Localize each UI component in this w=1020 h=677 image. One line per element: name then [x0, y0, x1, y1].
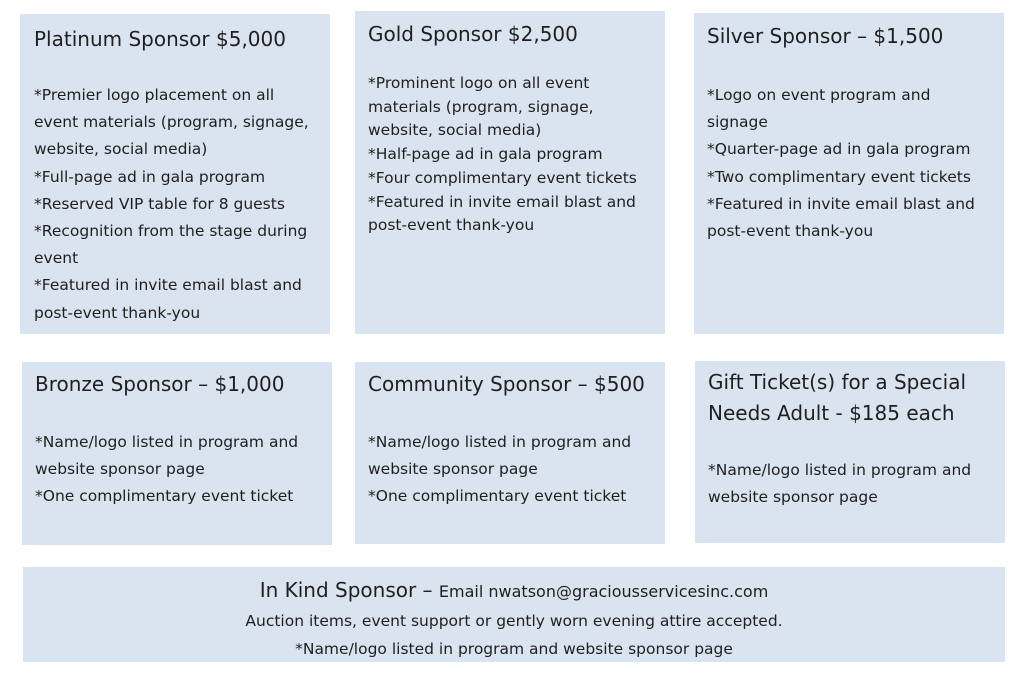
benefit-line: signage	[707, 113, 768, 132]
bronze-sponsor-title: Bronze Sponsor – $1,000	[35, 372, 285, 396]
benefit-line: *Half-page ad in gala program	[368, 145, 603, 164]
benefit-line: *Four complimentary event tickets	[368, 168, 637, 187]
benefit-line: event materials (program, signage,	[34, 113, 309, 132]
benefit-line: *One complimentary event ticket	[35, 487, 294, 506]
platinum-sponsor-card	[20, 14, 330, 334]
in-kind-description: Auction items, event support or gently worn evening attire accepted.	[245, 612, 783, 630]
gift-ticket-title: Gift Ticket(s) for a Special Needs Adult - $185 each	[708, 370, 967, 425]
benefit-line: *Reserved VIP table for 8 guests	[34, 194, 285, 213]
benefit-line: *Two complimentary event tickets	[707, 167, 971, 186]
benefit-line: materials (program, signage,	[368, 97, 594, 116]
community-sponsor-card	[355, 362, 665, 544]
benefit-line: website, social media)	[34, 140, 208, 159]
platinum-benefits-list	[34, 82, 330, 327]
benefit-line: *Recognition from the stage during	[34, 222, 308, 241]
benefit-line: website sponsor page	[708, 488, 878, 507]
benefit-line: *Name/logo listed in program and	[35, 433, 299, 451]
benefit-line: *Full-page ad in gala program	[34, 167, 266, 186]
gift-ticket-card	[695, 361, 1005, 543]
bronze-benefits-list	[35, 429, 332, 511]
in-kind-contact-email: Email nwatson@graciousservicesinc.com	[438, 582, 769, 601]
benefit-line: *Quarter-page ad in gala program	[707, 140, 971, 159]
gift-ticket-benefits-list	[708, 457, 1005, 511]
gold-sponsor-card	[355, 11, 665, 334]
in-kind-heading	[23, 575, 1005, 607]
benefit-line: website sponsor page	[368, 460, 538, 479]
silver-benefits-list	[707, 82, 1004, 245]
in-kind-sponsor-card	[23, 567, 1005, 662]
benefit-line: post-event thank-you	[707, 222, 874, 241]
benefit-line: post-event thank-you	[368, 216, 535, 235]
community-benefits-list	[368, 429, 665, 511]
platinum-sponsor-title: Platinum Sponsor $5,000	[34, 27, 286, 51]
benefit-line: *Premier logo placement on all	[34, 86, 275, 104]
benefit-line: *Logo on event program and	[707, 86, 931, 104]
benefit-line: *Name/logo listed in program and	[708, 461, 972, 479]
in-kind-title: In Kind Sponsor –	[259, 578, 439, 602]
benefit-line: website sponsor page	[35, 460, 205, 479]
benefit-line: *Featured in invite email blast and	[707, 194, 975, 213]
silver-sponsor-card	[694, 13, 1004, 334]
in-kind-benefit: *Name/logo listed in program and website sponsor page	[295, 640, 733, 658]
gold-benefits-list	[368, 72, 665, 238]
benefit-line: *Prominent logo on all event	[368, 74, 590, 92]
community-sponsor-title: Community Sponsor – $500	[368, 372, 645, 396]
benefit-line: *Featured in invite email blast and	[34, 276, 302, 295]
gold-sponsor-title: Gold Sponsor $2,500	[368, 22, 578, 46]
bronze-sponsor-card	[22, 362, 332, 545]
benefit-line: website, social media)	[368, 121, 542, 140]
benefit-line: *Name/logo listed in program and	[368, 433, 632, 451]
benefit-line: event	[34, 249, 79, 268]
silver-sponsor-title: Silver Sponsor – $1,500	[707, 24, 944, 48]
benefit-line: *One complimentary event ticket	[368, 487, 627, 506]
benefit-line: post-event thank-you	[34, 303, 201, 322]
benefit-line: *Featured in invite email blast and	[368, 192, 636, 211]
